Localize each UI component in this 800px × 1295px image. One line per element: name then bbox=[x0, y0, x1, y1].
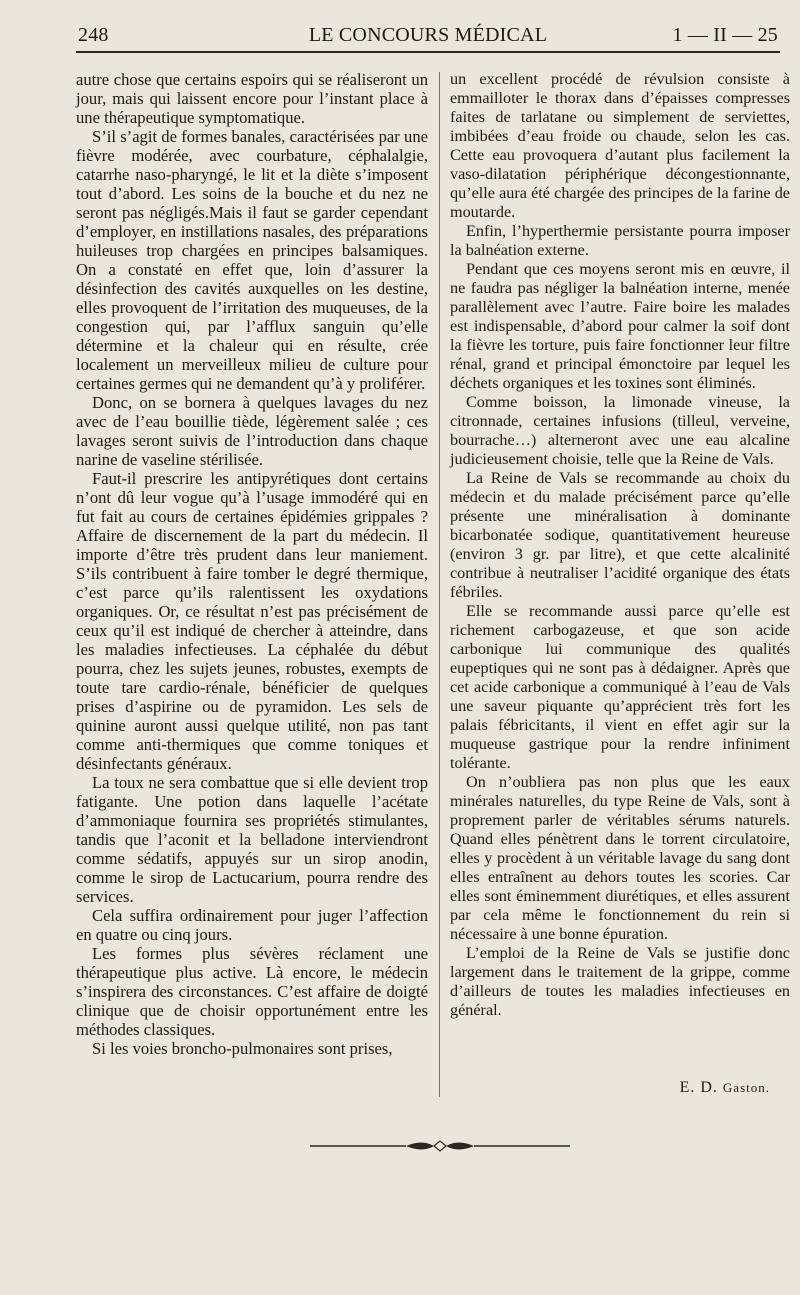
author-surname: Gaston. bbox=[722, 1080, 770, 1095]
paragraph: S’il s’agit de formes banales, caractérisées par une fièvre modérée, avec courbature, céphalalgie, catarrhe naso-pharyngé, le lit et la diète s’imposent tout d’abord. Les soins de la bouche et du nez ne seront pas négligés.Mais il faut se garder cependant d’employer, en instillations nasales, des préparations huileuses trop chargées en principes balsamiques. On a constaté en effet que, loin d’assurer la désinfection des cavités auxquelles on les destine, elles provoquent de l’irritation des muqueuses, de la congestion qui, par l’afflux sanguin qu’elle détermine et la chaleur qui en résulte, crée localement un merveilleux milieu de culture pour certaines germes qui ne demandent qu’à y proliférer. bbox=[76, 127, 428, 393]
author-signature bbox=[450, 1079, 770, 1097]
paragraph: Donc, on se bornera à quelques lavages du nez avec de l’eau bouillie tiède, légèrement salée ; ces lavages seront suivis de l’introduction dans chaque narine de vaseline stérilisée. bbox=[76, 393, 428, 469]
paragraph: Faut-il prescrire les antipyrétiques dont certains n’ont dû leur vogue qu’à l’usage immodéré qui en fut fait au cours de certaines épidémies grippales ? Affaire de discernement de la part du médecin. Il importe d’être très prudent dans leur maniement. S’ils contribuent à faire tomber le degré thermique, c’est parce qu’ils ralentissent les oxydations organiques. Or, ce résultat n’est pas précisément de ceux qu’il est indiqué de chercher à atteindre, dans les maladies infectieuses. La céphalée du début pourra, chez les sujets jeunes, robustes, exempts de toute tare cardio-rénale, bénéficier de quelques prises d’aspirine ou de pyramidon. Les sels de quinine auront aussi quelque utilité, non pas tant comme anti-thermiques que comme toniques et désinfectants généraux. bbox=[76, 469, 428, 773]
column-divider bbox=[439, 72, 440, 1097]
journal-title: LE CONCOURS MÉDICAL bbox=[308, 23, 548, 46]
paragraph: autre chose que certains espoirs qui se réaliseront un jour, mais qui laissent encore pour l’instant place à une thérapeutique symptomatique. bbox=[76, 70, 428, 127]
paragraph: Comme boisson, la limonade vineuse, la citronnade, certaines infusions (tilleul, verveine, bourrache…) alterneront avec une eau alcaline judicieusement choisie, telle que la Reine de Vals. bbox=[450, 393, 790, 468]
paragraph: un excellent procédé de révulsion consiste à emmailloter le thorax dans d’épaisses compresses faites de tarlatane ou simplement de serviettes, imbibées d’eau froide ou chaude, selon les cas. Cette eau provoquera d’autant plus facilement la vaso-dilatation périphérique décongestionnante, qu’elle aura été chargée des principes de la farine de moutarde. bbox=[450, 70, 790, 221]
paragraph: Enfin, l’hyperthermie persistante pourra imposer la balnéation externe. bbox=[450, 222, 790, 259]
paragraph: On n’oubliera pas non plus que les eaux minérales naturelles, du type Reine de Vals, sont à proprement parler de véritables sérums naturels. Quand elles pénètrent dans le torrent circulatoire, elles y procèdent à un véritable lavage du sang dont elles entraînent au dehors toutes les scories. Car elles sont éminemment diurétiques, et elles assurent par cela même le fonctionnement du rein si nécessaire à une bonne épuration. bbox=[450, 773, 790, 943]
paragraph: La Reine de Vals se recommande au choix du médecin et du malade précisément parce qu’elle présente une minéralisation à dominante bicarbonatée sodique, quantitativement heureuse (environ 3 gr. par litre), et que cette alcalinité contribue à neutraliser l’acidité organique des états fébriles. bbox=[450, 469, 790, 601]
header-rule bbox=[76, 51, 780, 53]
paragraph: Si les voies broncho-pulmonaires sont prises, bbox=[92, 1039, 393, 1058]
paragraph: Elle se recommande aussi parce qu’elle est richement carbogazeuse, et que son acide carbonique lui communique des qualités eupeptiques qui ne sont pas à dédaigner. Après que cet acide carbonique a communiqué à l’eau de Vals une saveur piquante qu’apprécient très fort les palais fébricitants, il vient en effet agir sur la muqueuse gastrique pour la rendre infiniment tolérante. bbox=[450, 602, 790, 772]
page-header bbox=[78, 20, 778, 50]
paragraph: La toux ne sera combattue que si elle devient trop fatigante. Une potion dans laquelle l’acétate d’ammoniaque fournira ses propriétés stimulantes, tandis que l’aconit et la belladone interviendront comme sédatifs, appuyés sur un sirop anodin, comme le sirop de Lactucarium, pourra rendre des services. bbox=[76, 773, 428, 906]
page-number: 248 bbox=[78, 23, 109, 46]
paragraph: L’emploi de la Reine de Vals se justifie donc largement dans le traitement de la grippe, comme d’ailleurs de toutes les maladies infectieuses en général. bbox=[450, 944, 790, 1019]
left-column bbox=[76, 70, 428, 1058]
paragraph: Les formes plus sévères réclament une thérapeutique plus active. Là encore, le médecin s’inspirera des circonstances. C’est affaire de doigté clinique que de choisir opportunément entre les méthodes classiques. bbox=[76, 944, 428, 1039]
right-column bbox=[450, 70, 790, 1020]
author-initials: E. D. bbox=[679, 1079, 718, 1096]
paragraph: Cela suffira ordinairement pour juger l’affection en quatre ou cinq jours. bbox=[76, 906, 428, 944]
issue-date: 1 — II — 25 bbox=[672, 23, 778, 46]
paragraph: Pendant que ces moyens seront mis en œuvre, il ne faudra pas négliger la balnéation interne, menée parallèlement avec l’autre. Faire boire les malades est indispensable, d’abord pour calmer la soif dont la fièvre les torture, puis faire fonctionner leur filtre rénal, grand et principal émonctoire par lequel les déchets organiques et les toxines sont éliminés. bbox=[450, 260, 790, 392]
ornament-divider-icon bbox=[310, 1136, 570, 1156]
